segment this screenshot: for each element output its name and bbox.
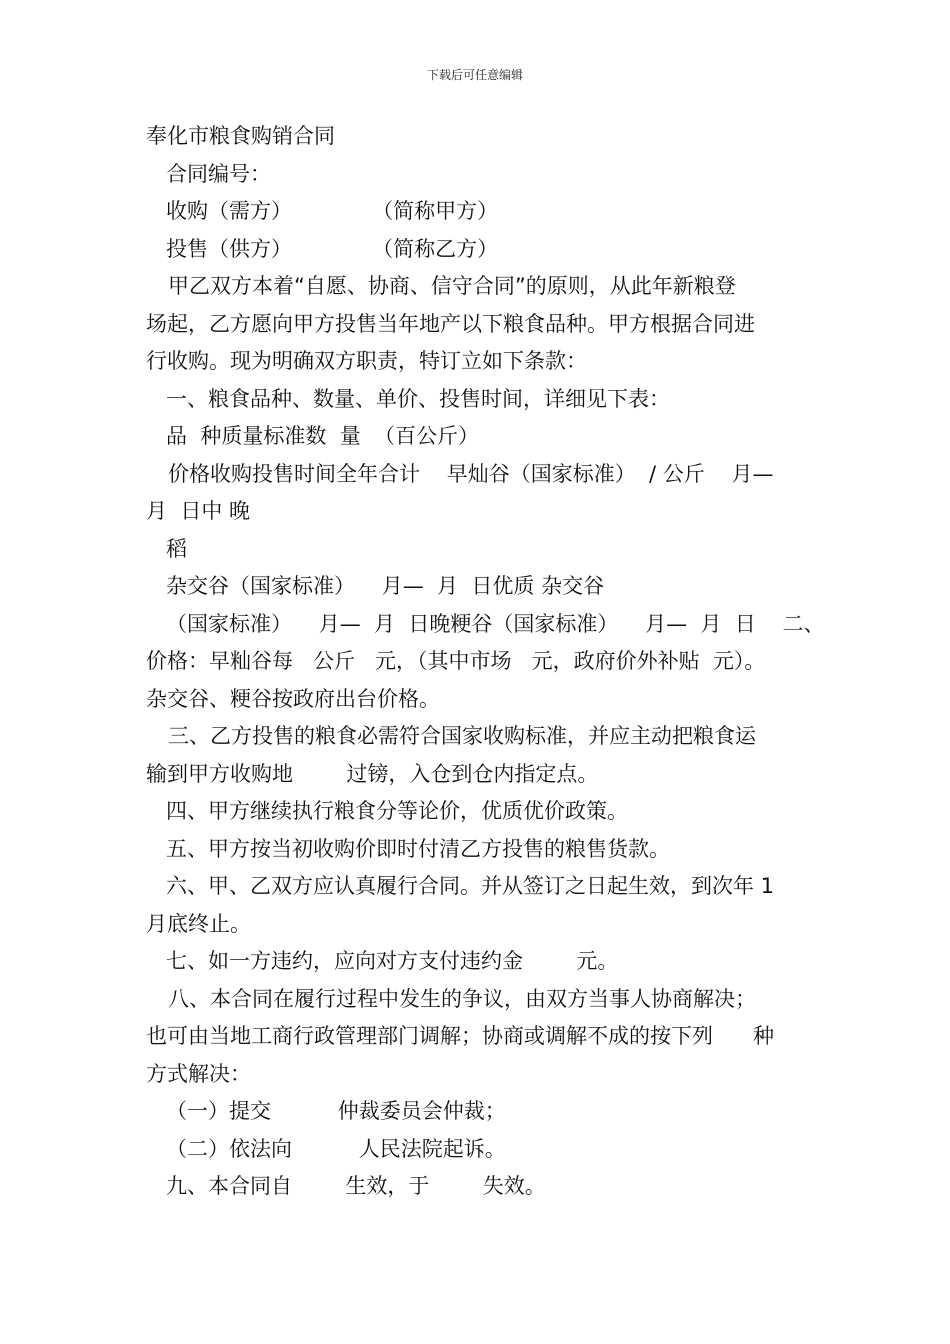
document-title: 奉化市粮食购销合同 — [146, 124, 335, 148]
contract-line: （二）依法向 人民法院起诉。 — [166, 1136, 506, 1161]
contract-line: 合同编号： — [166, 161, 271, 186]
contract-line: 价格：早籼谷每 公斤 元，（其中市场 元，政府价外补贴 元）。 — [146, 649, 766, 673]
contract-line: 六、甲、乙双方应认真履行合同。并从签订之日起生效，到次年 1 — [166, 874, 775, 898]
contract-line: 投售（供方） （简称乙方） — [166, 236, 499, 261]
contract-line: 四、甲方继续执行粮食分等论价，优质优价政策。 — [166, 799, 628, 823]
contract-line: 品 种质量标准数 量 （百公斤） — [166, 424, 480, 448]
contract-line: 杂交谷（国家标准） 月— 月 日优质 杂交谷 — [166, 574, 605, 598]
contract-line: （国家标准） 月— 月 日晚粳谷（国家标准） 月— 月 日 二、 — [166, 611, 825, 636]
contract-line: 五、甲方按当初收购价即时付清乙方投售的粮售货款。 — [166, 836, 670, 861]
contract-line: （一）提交 仲裁委员会仲裁； — [166, 1099, 506, 1123]
contract-line: 三、乙方投售的粮食必需符合国家收购标准，并应主动把粮食运 — [168, 724, 756, 748]
contract-line: 七、如一方违约，应向对方支付违约金 元。 — [166, 949, 619, 973]
contract-line: 收购（需方） （简称甲方） — [166, 199, 499, 223]
contract-line: 稻 — [166, 536, 187, 561]
contract-line: 场起，乙方愿向甲方投售当年地产以下粮食品种。甲方根据合同进 — [146, 311, 755, 336]
contract-line: 八、本合同在履行过程中发生的争议，由双方当事人协商解决； — [168, 986, 756, 1011]
contract-line: 输到甲方收购地 过镑，入仓到仓内指定点。 — [146, 761, 599, 786]
contract-line: 月 日中 晚 — [146, 499, 251, 523]
contract-line: 行收购。现为明确双方职责，特订立如下条款： — [146, 349, 587, 373]
contract-line: 价格收购投售时间全年合计 早灿谷（国家标准） / 公斤 月— — [168, 461, 774, 486]
contract-line: 方式解决： — [146, 1061, 251, 1086]
contract-line: 甲乙双方本着“自愿、协商、信守合同”的原则，从此年新粮登 — [168, 274, 736, 298]
contract-line: 九、本合同自 生效，于 失效。 — [166, 1174, 546, 1198]
contract-lines — [146, 156, 826, 1206]
page-header-note: 下载后可任意编辑 — [426, 68, 523, 82]
contract-line: 月底终止。 — [146, 911, 251, 936]
contract-line: 一、粮食品种、数量、单价、投售时间，详细见下表： — [166, 386, 670, 411]
contract-body — [146, 118, 826, 1206]
contract-line: 杂交谷、粳谷按政府出台价格。 — [146, 686, 440, 711]
contract-line: 也可由当地工商行政管理部门调解；协商或调解不成的按下列 种 — [146, 1024, 775, 1048]
